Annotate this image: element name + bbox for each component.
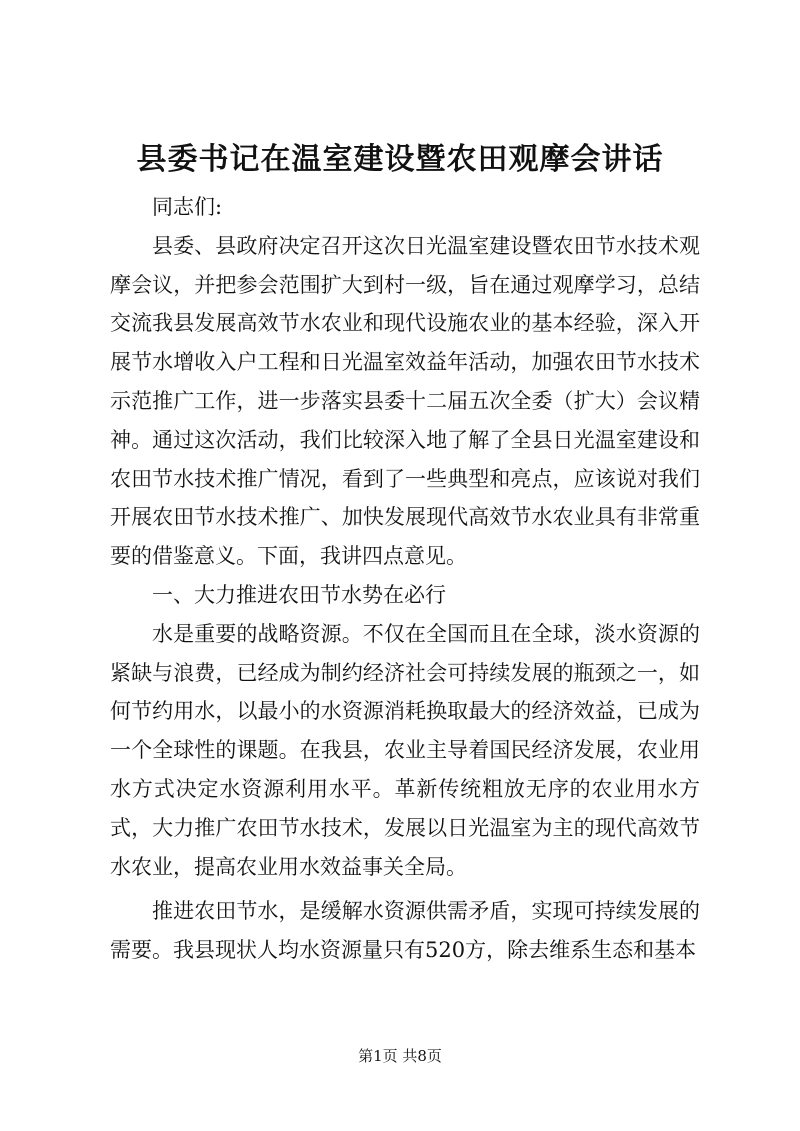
water-saving-paragraph: 推进农田节水，是缓解水资源供需矛盾，实现可持续发展的需要。我县现状人均水资源量只有520方，除去维系生态和基本 xyxy=(110,899,700,963)
page-number-footer: 第1页 共8页 xyxy=(358,1047,442,1065)
salutation-paragraph: 同志们: xyxy=(152,195,223,219)
intro-paragraph: 县委、县政府决定召开这次日光温室建设暨农田节水技术观摩会议，并把参会范围扩大到村一级，旨在通过观摩学习，总结交流我县发展高效节水农业和现代设施农业的基本经验，深入开展节水增收入户工程和日光温室效益年活动，加强农田节水技术示范推广工作，进一步落实县委十二届五次全委（扩大）会议精神。通过这次活动，我们比较深入地了解了全县日光温室建设和农田节水技术推广情况，看到了一些典型和亮点，应该说对我们开展农田节水技术推广、加快发展现代高效节水农业具有非常重要的借鉴意义。下面，我讲四点意见。 xyxy=(110,233,700,569)
document-body xyxy=(110,188,700,970)
water-resource-paragraph: 水是重要的战略资源。不仅在全国而且在全球，淡水资源的紧缺与浪费，已经成为制约经济社会可持续发展的瓶颈之一，如何节约用水，以最小的水资源消耗换取最大的经济效益，已成为一个全球性的课题。在我县，农业主导着国民经济发展，农业用水方式决定水资源利用水平。革新传统粗放无序的农业用水方式，大力推广农田节水技术，发展以日光温室为主的现代高效节水农业，提高农业用水效益事关全局。 xyxy=(110,621,700,879)
document-title: 县委书记在温室建设暨农田观摩会讲话 xyxy=(136,142,664,177)
section-heading-1: 一、大力推进农田节水势在必行 xyxy=(152,582,446,607)
